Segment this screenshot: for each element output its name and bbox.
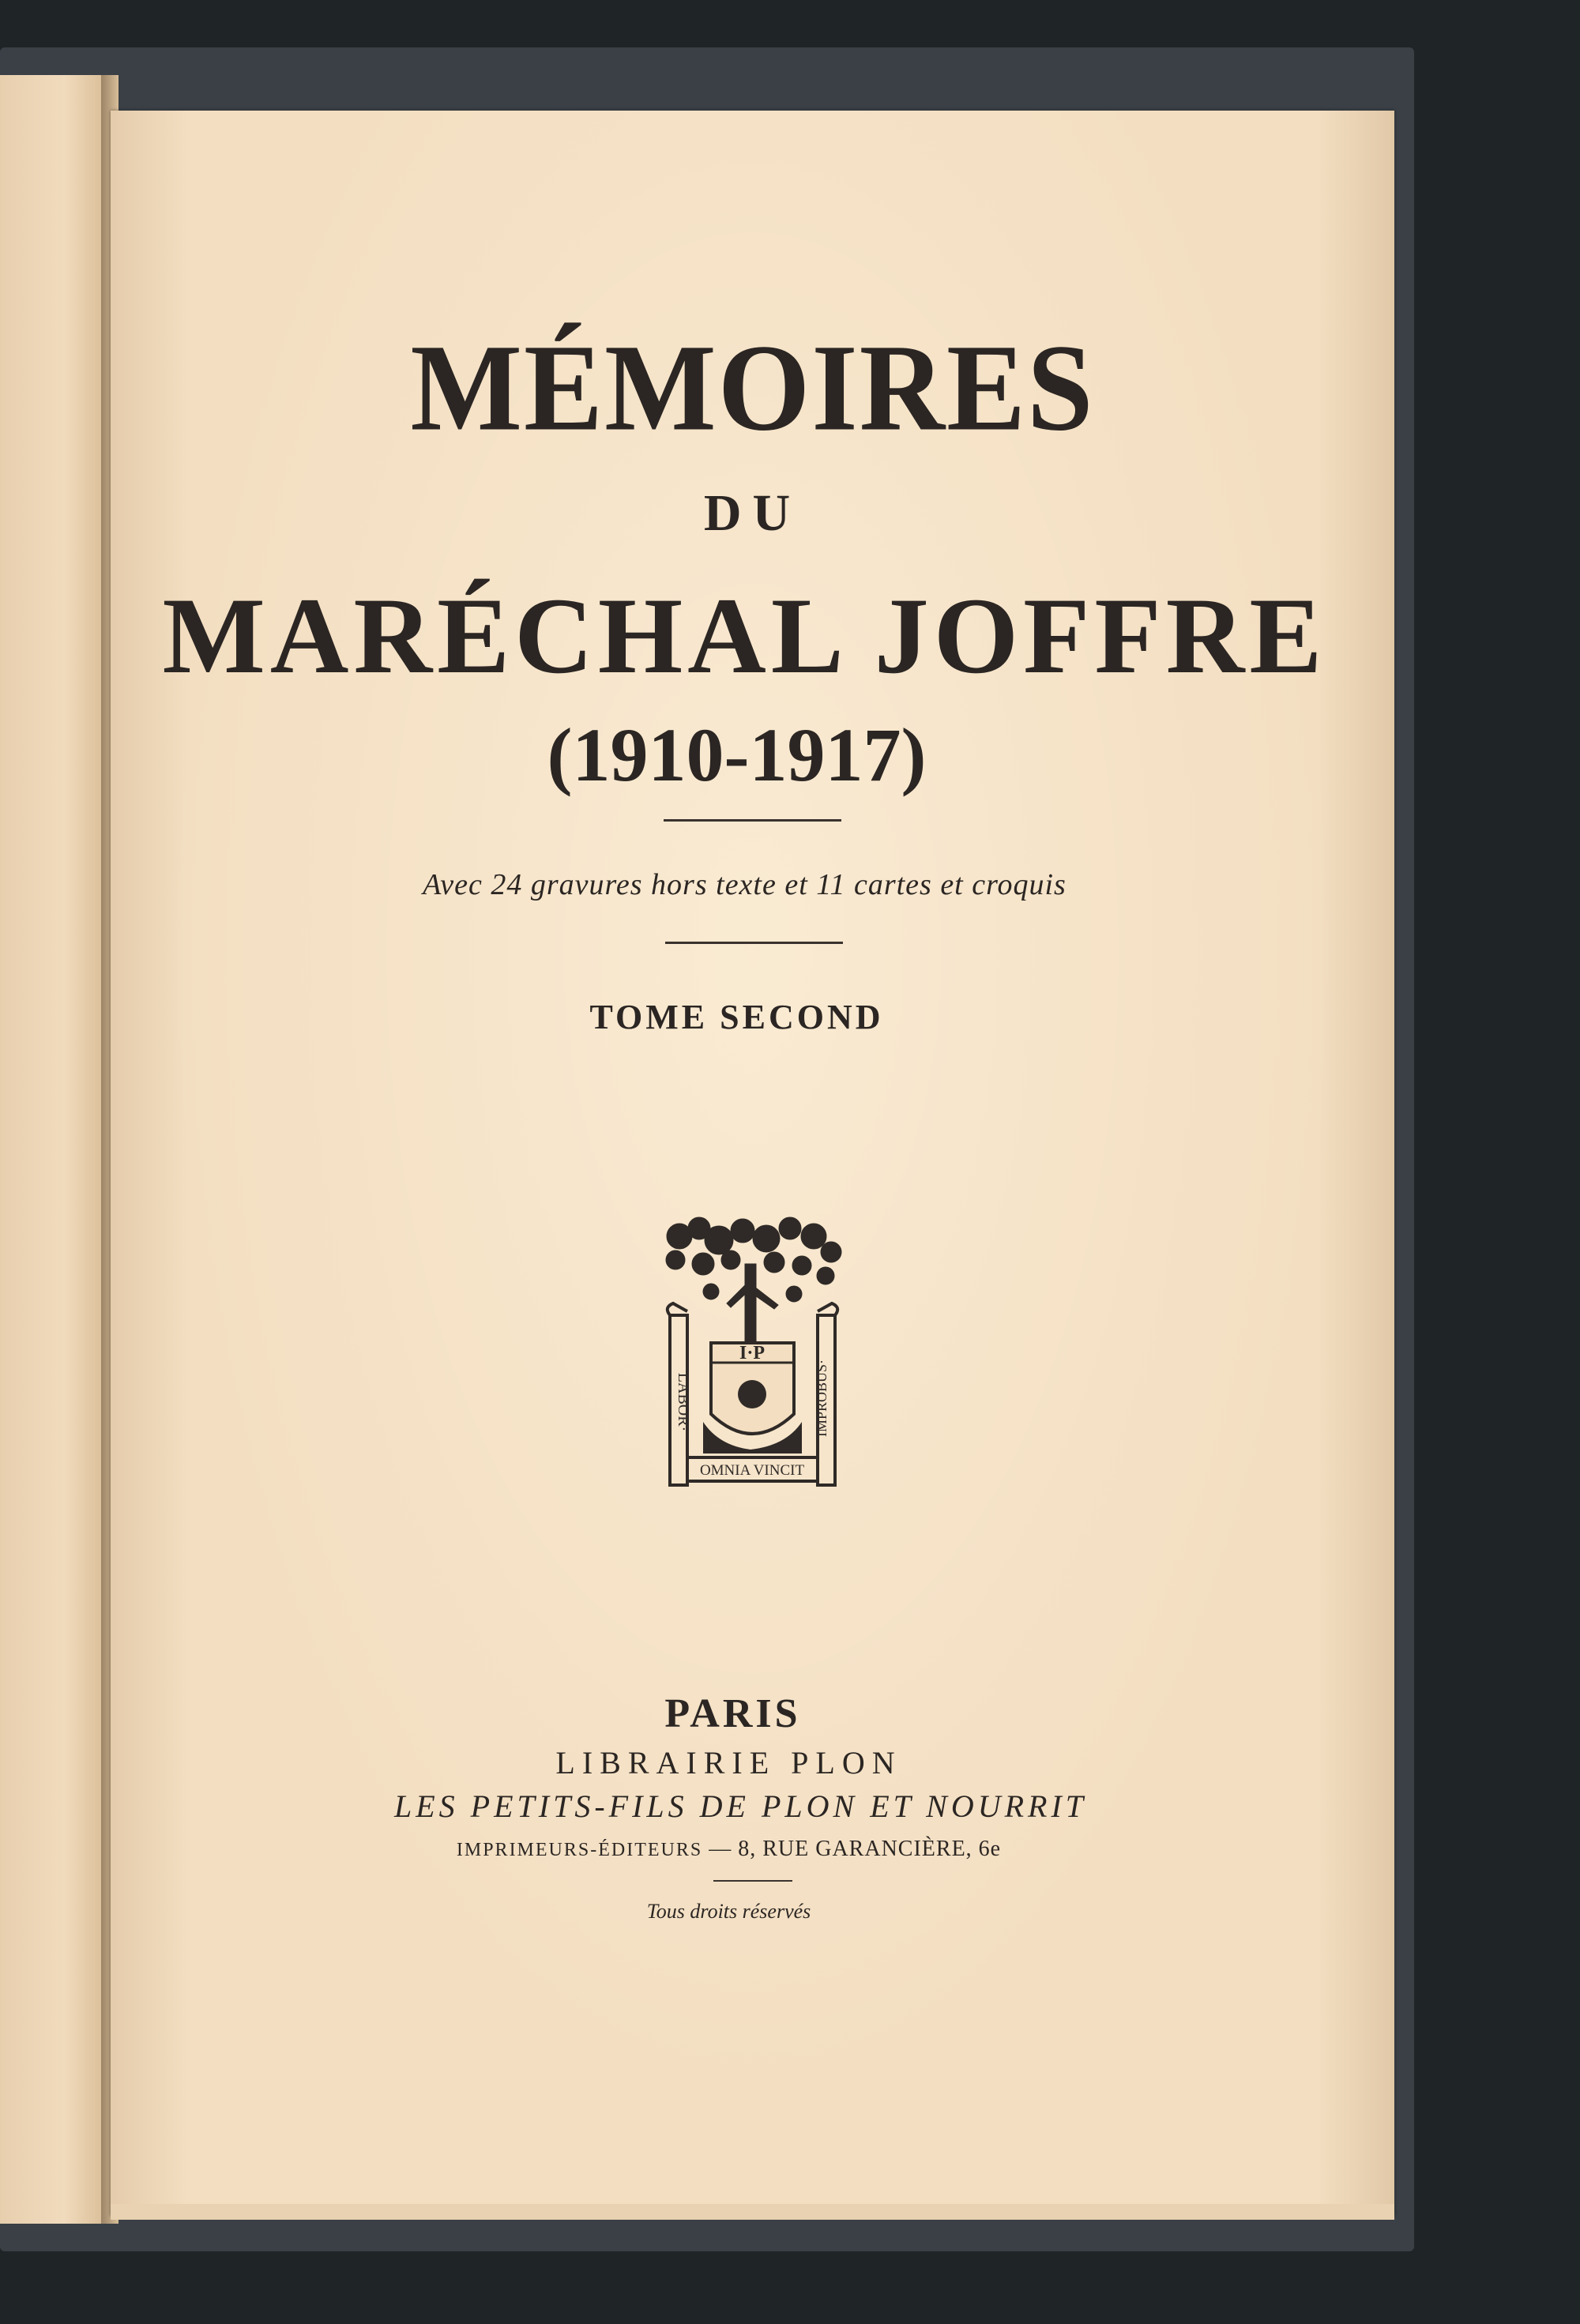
imprint-address: — 8, RUE GARANCIÈRE, 6e bbox=[709, 1837, 1002, 1861]
imprint-address-line bbox=[87, 1837, 1371, 1862]
book-title: MÉMOIRES bbox=[410, 318, 1095, 457]
imprint-city: PARIS bbox=[664, 1691, 801, 1736]
emblem-motto-bottom: OMNIA VINCIT bbox=[699, 1462, 805, 1479]
divider-rule bbox=[665, 942, 843, 944]
publisher-emblem bbox=[656, 1217, 849, 1493]
imprint-rights: Tous droits réservés bbox=[646, 1900, 811, 1923]
subtitle: Avec 24 gravures hors texte et 11 cartes et croquis bbox=[423, 868, 1066, 901]
emblem-initials: I·P bbox=[739, 1343, 766, 1363]
emblem-motto-left: LABOR· bbox=[675, 1372, 692, 1432]
title-subject: MARÉCHAL JOFFRE bbox=[162, 575, 1327, 696]
volume-label: TOME SECOND bbox=[589, 998, 884, 1036]
title-connector: DU bbox=[703, 484, 802, 542]
imprint-trade: IMPRIMEURS-ÉDITEURS bbox=[456, 1840, 703, 1860]
title-dates: (1910-1917) bbox=[547, 713, 927, 797]
imprint-heirs: LES PETITS-FILS DE PLON ET NOURRIT bbox=[393, 1788, 1088, 1824]
imprint-publisher: LIBRAIRIE PLON bbox=[555, 1745, 902, 1781]
divider-rule bbox=[664, 819, 841, 822]
divider-rule bbox=[713, 1880, 792, 1882]
emblem-motto-right: IMPROBUS· bbox=[814, 1359, 830, 1438]
page-bottom-edge bbox=[111, 2204, 1394, 2220]
